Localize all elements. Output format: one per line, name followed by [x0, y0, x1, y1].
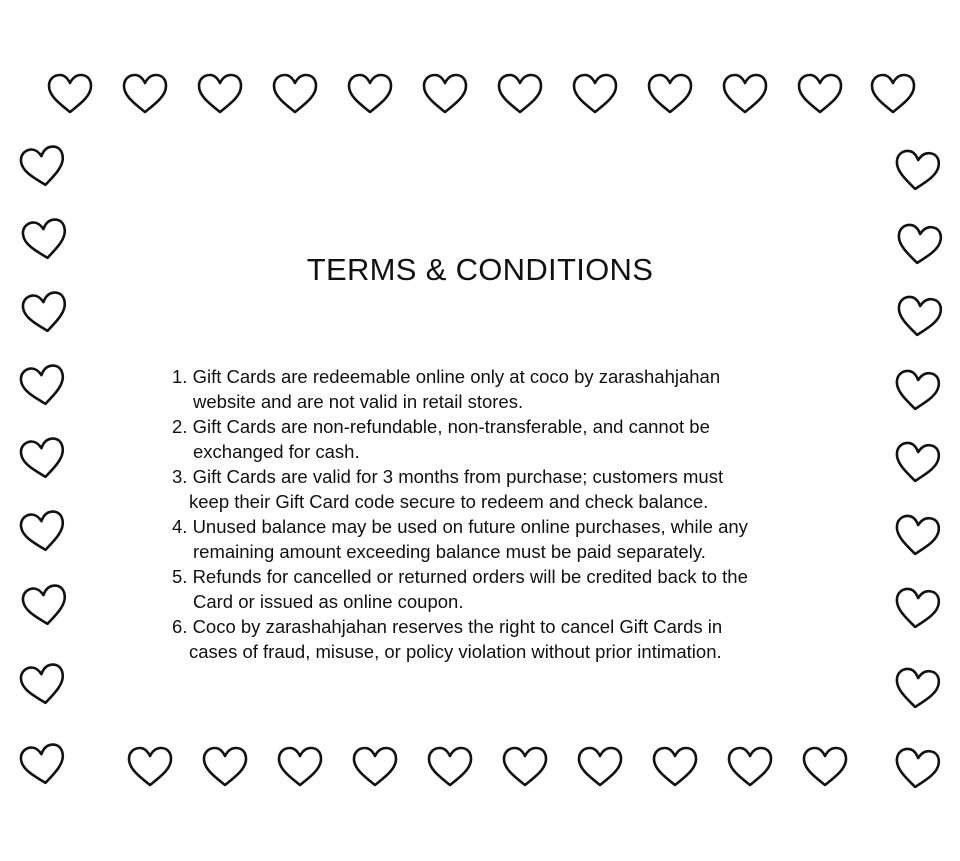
term-3-line-2: keep their Gift Card code secure to redeem and check balance.	[189, 491, 709, 512]
heart-icon	[15, 661, 70, 710]
heart-icon	[495, 73, 545, 115]
terms-list	[172, 364, 802, 664]
term-6-line-1: 6. Coco by zarashahjahan reserves the right to cancel Gift Cards in	[172, 616, 723, 637]
heart-icon	[892, 294, 946, 341]
term-1-line-2: website and are not valid in retail stores.	[193, 391, 524, 412]
heart-icon	[17, 289, 72, 338]
heart-icon	[15, 508, 70, 557]
heart-icon	[15, 362, 70, 411]
term-1-line-1: 1. Gift Cards are redeemable online only at coco by zarashahjahan	[172, 366, 721, 387]
heart-icon	[890, 666, 944, 713]
heart-icon	[890, 586, 944, 633]
heart-icon	[270, 73, 320, 115]
heart-icon	[890, 148, 944, 195]
heart-icon	[15, 741, 70, 790]
heart-icon	[125, 746, 175, 788]
term-item-5	[172, 564, 802, 614]
heart-icon	[350, 746, 400, 788]
heart-icon	[345, 73, 395, 115]
term-4-line-2: remaining amount exceeding balance must be paid separately.	[193, 541, 706, 562]
heart-icon	[45, 73, 95, 115]
term-item-1	[172, 364, 802, 414]
heart-icon	[15, 435, 70, 484]
term-5-line-1: 5. Refunds for cancelled or returned orders will be credited back to the	[172, 566, 748, 587]
heart-icon	[645, 73, 695, 115]
heart-icon	[890, 368, 944, 415]
heart-icon	[275, 746, 325, 788]
heart-icon	[890, 746, 944, 793]
heart-icon	[868, 73, 918, 115]
page-title: TERMS & CONDITIONS	[306, 252, 654, 287]
heart-icon	[15, 143, 70, 192]
heart-icon	[650, 746, 700, 788]
term-2-line-2: exchanged for cash.	[193, 441, 360, 462]
term-item-6	[172, 614, 802, 664]
heart-icon	[500, 746, 550, 788]
heart-icon	[890, 513, 944, 560]
heart-icon	[200, 746, 250, 788]
heart-icon	[195, 73, 245, 115]
term-4-line-1: 4. Unused balance may be used on future online purchases, while any	[172, 516, 748, 537]
heart-icon	[570, 73, 620, 115]
heart-icon	[725, 746, 775, 788]
heart-icon	[425, 746, 475, 788]
heart-icon	[800, 746, 850, 788]
term-item-2	[172, 414, 802, 464]
term-item-4	[172, 514, 802, 564]
heart-icon	[575, 746, 625, 788]
heart-icon	[420, 73, 470, 115]
term-5-line-2: Card or issued as online coupon.	[193, 591, 464, 612]
term-2-line-1: 2. Gift Cards are non-refundable, non-transferable, and cannot be	[172, 416, 710, 437]
heart-icon	[17, 582, 72, 631]
heart-icon	[720, 73, 770, 115]
term-3-line-1: 3. Gift Cards are valid for 3 months from purchase; customers must	[172, 466, 724, 487]
heart-icon	[120, 73, 170, 115]
heart-icon	[890, 440, 944, 487]
heart-icon	[795, 73, 845, 115]
term-6-line-2: cases of fraud, misuse, or policy violation without prior intimation.	[189, 641, 722, 662]
term-item-3	[172, 464, 802, 514]
